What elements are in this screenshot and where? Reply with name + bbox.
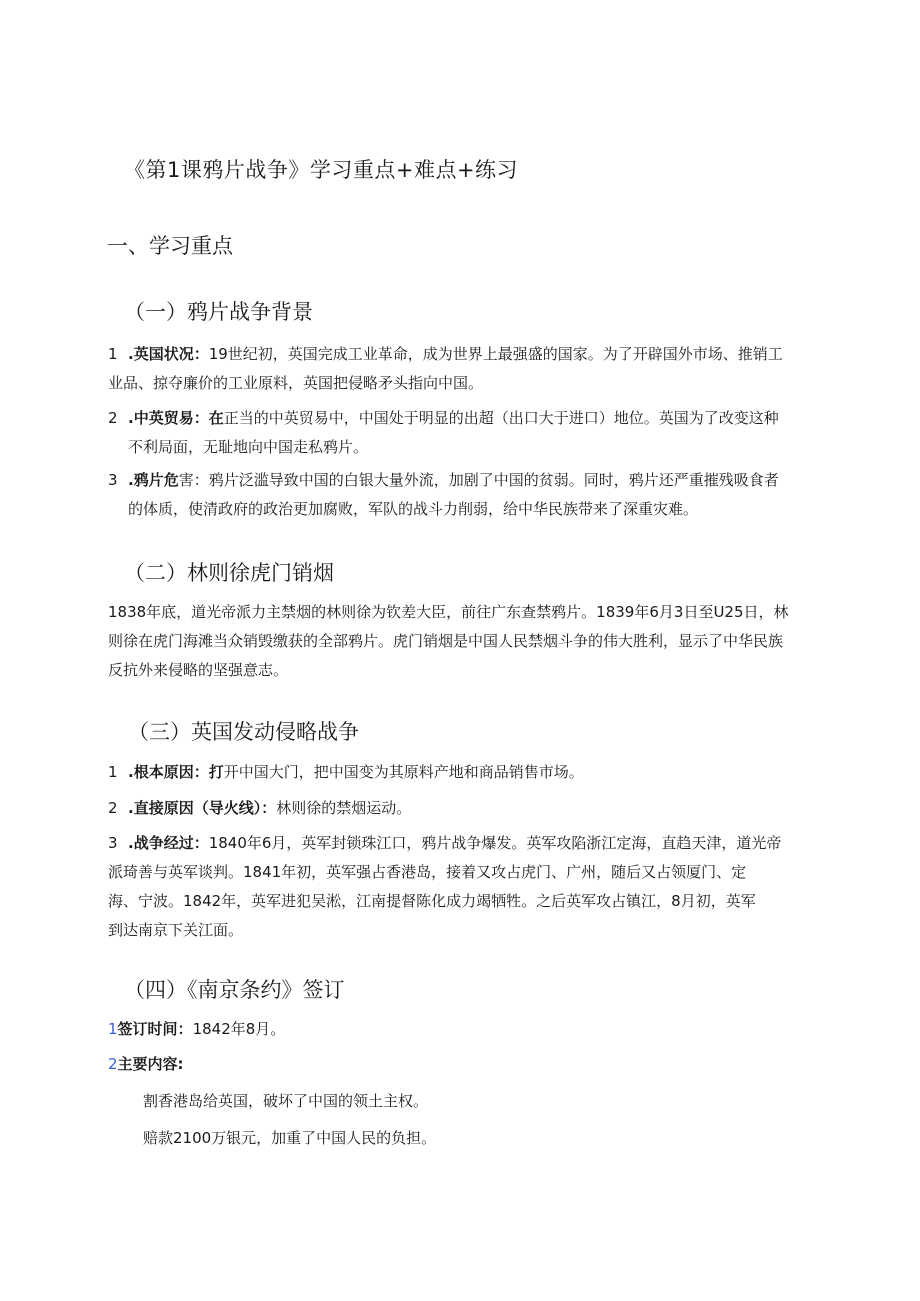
item-number: 3 xyxy=(108,471,118,489)
paragraph-line: 1838年底，道光帝派力主禁烟的林则徐为钦差大臣，前往广东查禁鸦片。1839年6月3日至U25日，林 xyxy=(108,603,789,621)
item-text: 正当的中英贸易中，中国处于明显的出超（出口大于进口）地位。英国为了改变这种 xyxy=(223,409,779,427)
list-item xyxy=(0,829,920,947)
item-label: .根本原因：打 xyxy=(128,763,224,781)
item-number: 2 xyxy=(108,409,118,427)
paragraph-line: 则徐在虎门海滩当众销毁缴获的全部鸦片。虎门销烟是中国人民禁烟斗争的伟大胜利，显示了中华民族 xyxy=(108,632,784,650)
item-text: 害：鸦片泛滥导致中国的白银大量外流，加剧了中国的贫弱。同时，鸦片还严重摧残吸食者 xyxy=(178,471,779,489)
content-line: 赔款2100万银元，加重了中国人民的负担。 xyxy=(143,1129,437,1147)
item-number: 1 xyxy=(108,763,118,781)
item-number: 1 xyxy=(108,345,118,363)
item-text-cont: 派琦善与英军谈判。1841年初，英军强占香港岛，接着又攻占虎门、广州，随后又占领厦门、定 xyxy=(108,863,747,881)
list-item xyxy=(0,404,920,464)
item-text-cont: 到达南京下关江面。 xyxy=(108,921,244,939)
list-item xyxy=(108,1050,184,1079)
list-item xyxy=(0,340,920,400)
subheading-background: （一）鸦片战争背景 xyxy=(124,300,313,324)
list-item xyxy=(0,758,920,788)
item-number: 3 xyxy=(108,834,118,852)
item-number: 2 xyxy=(108,799,118,817)
item-text-cont: 海、宁波。1842年，英军进犯吴淞，江南提督陈化成力竭牺牲。之后英军攻占镇江，8月初，英军 xyxy=(108,892,756,910)
item-text-cont: 的体质，使清政府的政治更加腐败，军队的战斗力削弱，给中华民族带来了深重灾难。 xyxy=(128,500,699,518)
item-number: 2 xyxy=(108,1055,118,1073)
paragraph xyxy=(108,598,808,685)
item-label: .中英贸易：在 xyxy=(128,409,224,427)
list-item xyxy=(0,794,920,824)
item-label: .鸦片危 xyxy=(128,471,179,489)
item-text: 1842年8月。 xyxy=(192,1020,286,1038)
list-item xyxy=(0,466,920,526)
content-line: 割香港岛给英国，破坏了中国的领土主权。 xyxy=(143,1092,429,1110)
item-label: 签订时间： xyxy=(117,1020,193,1038)
list-item xyxy=(108,1015,285,1044)
item-text-cont: 不利局面，无耻地向中国走私鸦片。 xyxy=(128,438,369,456)
item-number: 1 xyxy=(108,1020,118,1038)
subheading-humen: （二）林则徐虎门销烟 xyxy=(124,561,334,585)
document-title: 《第1课鸦片战争》学习重点+难点+练习 xyxy=(124,158,519,182)
item-text: 19世纪初，英国完成工业革命，成为世界上最强盛的国家。为了开辟国外市场、推销工 xyxy=(208,345,783,363)
section-heading-key-points: 一、学习重点 xyxy=(107,234,233,258)
item-text: 1840年6月，英军封锁珠江口，鸦片战争爆发。英军攻陷浙江定海，直趋天津，道光帝 xyxy=(208,834,782,852)
paragraph-line: 反抗外来侵略的坚强意志。 xyxy=(108,661,289,679)
item-text: 林则徐的禁烟运动。 xyxy=(276,799,412,817)
item-label: .英国状况： xyxy=(128,345,209,363)
item-label: .直接原因（导火线）： xyxy=(128,799,277,817)
subheading-treaty: （四）《南京条约》签订 xyxy=(124,978,345,1002)
item-label: .战争经过： xyxy=(128,834,209,852)
subheading-war: （三）英国发动侵略战争 xyxy=(128,720,359,744)
item-text: 开中国大门，把中国变为其原料产地和商品销售市场。 xyxy=(223,763,584,781)
item-label: 主要内容: xyxy=(117,1055,184,1073)
item-text-cont: 业品、掠夺廉价的工业原料，英国把侵略矛头指向中国。 xyxy=(108,374,484,392)
